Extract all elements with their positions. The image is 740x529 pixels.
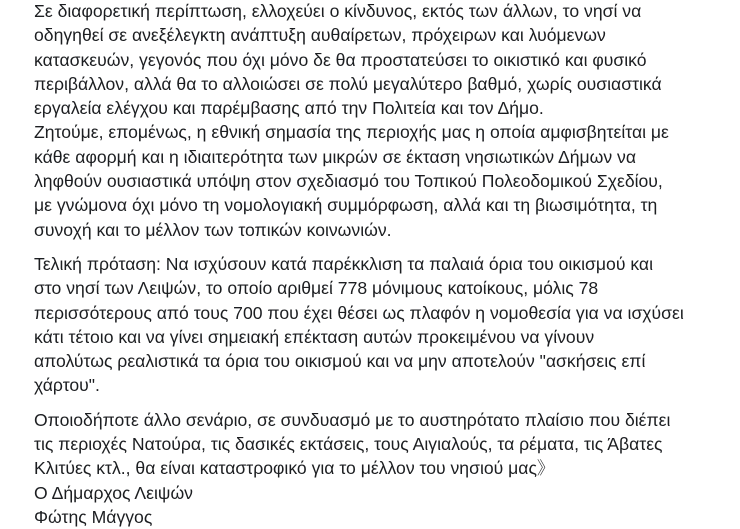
post-paragraph-context: Σε διαφορετική περίπτωση, ελλοχεύει ο κίνδυνος, εκτός των άλλων, το νησί να οδηγηθεί σε ανεξέλεγκτη ανάπτυξη αυθαίρετων, πρόχειρων και λυόμενων κατασκευών, γεγονός που όχι μόνο δε θα προστατεύσει το οικιστικό και φυσικό περιβάλλον, αλλά θα το αλλοιώσει σε πολύ μεγαλύτερο βαθμό, χωρίς ουσιαστικά εργαλεία ελέγχου και παρέμβασης από την Πολιτεία και τον Δήμο. Ζητούμε, επομένως, η εθνική σημασία της περιοχής μας η οποία αμφισβητείται με κάθε αφορμή και η ιδιαιτερότητα των μικρών σε έκταση νησιωτικών Δήμων να ληφθούν ουσιαστικά υπόψη στον σχεδιασμό του Τοπικού Πολεοδομικού Σχεδίου, με γνώμονα όχι μόνο τη νομολογιακή συμμόρφωση, αλλά και τη βιωσιμότητα, τη συνοχή και το μέλλον των τοπικών κοινωνιών.	[34, 1, 669, 240]
post-paragraph-closing: Οποιοδήποτε άλλο σενάριο, σε συνδυασμό με το αυστηρότατο πλαίσιο που διέπει τις περιοχές Νατούρα, τις δασικές εκτάσεις, τους Αιγιαλούς, τα ρέματα, τις Άβατες Κλιτύες κτλ., θα είναι καταστροφικό για το μέλλον του νησιού μας》	[34, 409, 671, 479]
post-paragraph-final-proposal: Τελική πρόταση: Να ισχύσουν κατά παρέκκλιση τα παλαιά όρια του οικισμού και στο νησί των Λειψών, το οποίο αριθμεί 778 μόνιμους κατοίκους, μόλις 78 περισσότερους από τους 700 που έχει θέσει ως πλαφόν η νομοθεσία για να ισχύσει κάτι τέτοιο και να γίνει σημειακή επέκταση αυτών προκειμένου να γίνουν απολύτως ρεαλιστικά τα όρια του οικισμού και να μην αποτελούν "ασκήσεις επί χάρτου".	[34, 253, 684, 396]
signature-name: Φώτης Μάγγος	[34, 506, 153, 527]
signature-title: Ο Δήμαρχος Λειψών	[34, 482, 193, 503]
